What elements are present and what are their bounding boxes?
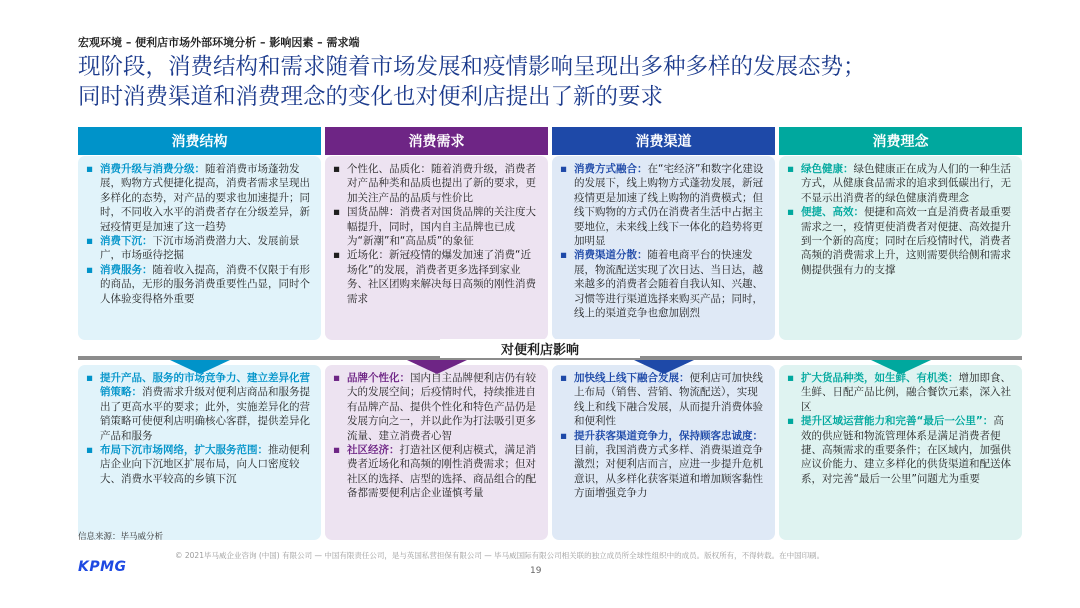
item-text: 在“宅经济”和数字化建设的发展下，线上购物方式蓬勃发展，新冠疫情更是加速了线上购物的消费模式；但线下购物的方式仍在消费者生活中占据主要地位，未来线上线下一体化的趋势将更加明显 [574, 163, 764, 248]
bullet-icon: ▪ [333, 372, 341, 384]
top-item [560, 162, 767, 248]
top-item [86, 263, 313, 306]
down-arrow-icon [634, 360, 694, 374]
title-line-1: 现阶段，消费结构和需求随着市场发展和疫情影响呈现出多种多样的发展态势； [78, 54, 866, 80]
bottom-item [86, 371, 313, 443]
item-highlight: 布局下沉市场网络，扩大服务范围： [100, 444, 268, 457]
top-item [333, 162, 540, 205]
bullet-icon: ▪ [86, 372, 94, 384]
copyright-notice: © 2021毕马威企业咨询 (中国) 有限公司 — 中国有限责任公司，是与英国私营担保有限公司 — 毕马威国际有限公司相关联的独立成员所全球性组织中的成员。版权所有，不得转载。在中国印刷。 [175, 551, 825, 560]
bullet-icon: ▪ [560, 163, 568, 175]
source-note: 信息来源：毕马威分析 [78, 532, 164, 542]
item-highlight: 加快线上线下融合发展： [574, 372, 690, 384]
item-text: 国内自主品牌便利店仍有较大的发展空间；后疫情时代，持续推进自有品牌产品、提供个性化和特色产品仍是发展方向之一，并以此作为打法吸引更多流量、建立消费者心智 [347, 372, 536, 442]
item-highlight: 社区经济： [347, 444, 400, 457]
bullet-icon: ▪ [560, 372, 568, 384]
item-text: 随着电商平台的快速发展，物流配送实现了次日达、当日达，越来越多的消费者会随着自我认知、兴趣、习惯等进行渠道选择来购买产品；同时，线上的渠道竞争也愈加剧烈 [574, 249, 763, 320]
bottom-box-concept [779, 365, 1022, 540]
bullet-icon: ▪ [86, 263, 94, 276]
column-header-channel: 消费渠道 [552, 127, 775, 155]
impact-label: 对便利店影响 [440, 339, 640, 358]
bullet-icon: ▪ [333, 206, 341, 219]
item-text: 便利店可加快线上布局（销售、营销、物流配送），实现线上和线下融合发展，从而提升消费体验和便利性 [574, 372, 763, 428]
bullet-icon: ▪ [333, 163, 341, 175]
item-text: 高效的供应链和物流管理体系是满足消费者便捷、高频需求的重要条件；在区域内，加强供应议价能力、建立多样化的供货渠道和配送体系，对完善“最后一公里”问题尤为重要 [801, 415, 1011, 485]
top-box-channel [552, 156, 775, 340]
item-highlight: 消费渠道分散： [574, 249, 648, 262]
item-text: 消费需求升级对便利店商品和服务提出了更高水平的要求；此外，实施差异化的营销策略可使便利店明确核心客群，提供差异化产品和服务 [100, 386, 310, 442]
down-arrow-icon [407, 360, 467, 374]
top-item [560, 248, 767, 320]
top-item [333, 248, 540, 306]
top-item [333, 205, 540, 248]
item-highlight: 提升获客渠道竞争力，保持顾客忠诚度： [574, 429, 763, 442]
bullet-icon: ▪ [787, 163, 795, 175]
top-item [86, 234, 313, 263]
bullet-icon: ▪ [333, 444, 341, 457]
top-box-structure [78, 156, 321, 340]
bottom-item [787, 371, 1014, 414]
item-text: 目前，我国消费方式多样、消费渠道竞争激烈；对便利店而言，应进一步提升危机意识，从多样化获客渠道和增加顾客黏性方面增强竞争力 [574, 444, 763, 500]
item-text: 推动便利店企业向下沉地区扩展布局，向人口密度较大、消费水平较高的乡镇下沉 [100, 444, 310, 485]
bullet-icon: ▪ [787, 206, 795, 219]
bottom-item [333, 443, 540, 501]
bullet-icon: ▪ [333, 249, 341, 262]
bullet-icon: ▪ [86, 163, 94, 175]
down-arrow-icon [170, 360, 230, 374]
down-arrow-icon [871, 360, 931, 374]
item-text: 打造社区便利店模式，满足消费者近场化和高频的刚性消费需求；但对社区的选择、店型的选择、商品组合的配备都需要便利店企业谨慎考量 [347, 444, 536, 500]
item-text: 近场化：新冠疫情的爆发加速了消费“近场化”的发展，消费者更多选择到家业务、社区团购来解决每日高频的刚性消费需求 [347, 249, 536, 305]
column-header-concept: 消费理念 [779, 127, 1022, 155]
item-text: 随着收入提高，消费不仅限于有形的商品，无形的服务消费重要性凸显，同时个人体验变得格外重要 [100, 263, 310, 305]
item-highlight: 扩大货品种类，如生鲜、有机类： [801, 372, 959, 384]
bottom-item [86, 443, 313, 486]
item-text: 绿色健康正在成为人们的一种生活方式，从健康食品需求的追求到低碳出行，无不显示出消费者的绿色健康消费理念 [801, 163, 1011, 204]
item-highlight: 品牌个性化： [347, 372, 410, 384]
bullet-icon: ▪ [86, 235, 94, 248]
bullet-icon: ▪ [787, 415, 795, 428]
top-item [86, 162, 313, 234]
item-highlight: 提升产品、服务的市场竞争力、建立差异化营销策略： [100, 372, 310, 399]
bottom-box-channel [552, 365, 775, 540]
top-box-concept [779, 156, 1022, 340]
bottom-item [333, 371, 540, 443]
item-text: 便捷和高效一直是消费者最重要需求之一，疫情更使消费者对便捷、高效提升到一个新的高度；同时在后疫情时代，消费者高频的消费需求上升，这则需要供给侧和需求侧提供强有力的支撑 [801, 206, 1011, 276]
item-highlight: 绿色健康： [801, 163, 854, 175]
bottom-box-demand [325, 365, 548, 540]
bottom-box-structure [78, 365, 321, 540]
item-highlight: 消费下沉： [100, 235, 153, 248]
bottom-item [560, 429, 767, 501]
top-box-demand [325, 156, 548, 340]
column-header-structure: 消费结构 [78, 127, 321, 155]
title-line-2: 同时消费渠道和消费理念的变化也对便利店提出了新的要求 [78, 84, 664, 110]
bottom-item [787, 414, 1014, 486]
breadcrumb: 宏观环境 – 便利店市场外部环境分析 – 影响因素 – 需求端 [78, 36, 360, 49]
bullet-icon: ▪ [787, 372, 795, 384]
item-text: 增加即食、生鲜、日配产品比例，融合餐饮元素，深入社区 [801, 372, 1011, 413]
item-text: 下沉市场消费潜力大、发展前景广，市场亟待挖掘 [100, 235, 300, 262]
item-text: 个性化、品质化：随着消费升级，消费者对产品种类和品质也提出了新的要求，更加关注产品的品质与性价比 [347, 163, 536, 204]
bullet-icon: ▪ [86, 444, 94, 457]
page-number: 19 [530, 566, 542, 576]
item-highlight: 消费升级与消费分级： [100, 163, 205, 175]
top-item [787, 162, 1014, 205]
bottom-item [560, 371, 767, 429]
item-highlight: 消费服务： [100, 263, 153, 276]
item-text: 随着消费市场蓬勃发展，购物方式便捷化提高，消费者需求呈现出多样化的态势，对产品的要求也加速提升；同时，不同收入水平的消费者存在分级差异，新冠疫情更是加速了这一趋势 [100, 163, 310, 233]
item-highlight: 便捷、高效： [801, 206, 864, 219]
bullet-icon: ▪ [560, 429, 568, 442]
column-header-demand: 消费需求 [325, 127, 548, 155]
bullet-icon: ▪ [560, 249, 568, 262]
page-title [78, 52, 1038, 112]
kpmg-logo: KPMG [78, 559, 127, 575]
item-highlight: 提升区域运营能力和完善“最后一公里”： [801, 415, 994, 428]
item-text: 国货品牌：消费者对国货品牌的关注度大幅提升，同时，国内自主品牌也已成为“新潮”和“高品质”的象征 [347, 206, 536, 248]
top-item [787, 205, 1014, 277]
item-highlight: 消费方式融合： [574, 163, 648, 175]
